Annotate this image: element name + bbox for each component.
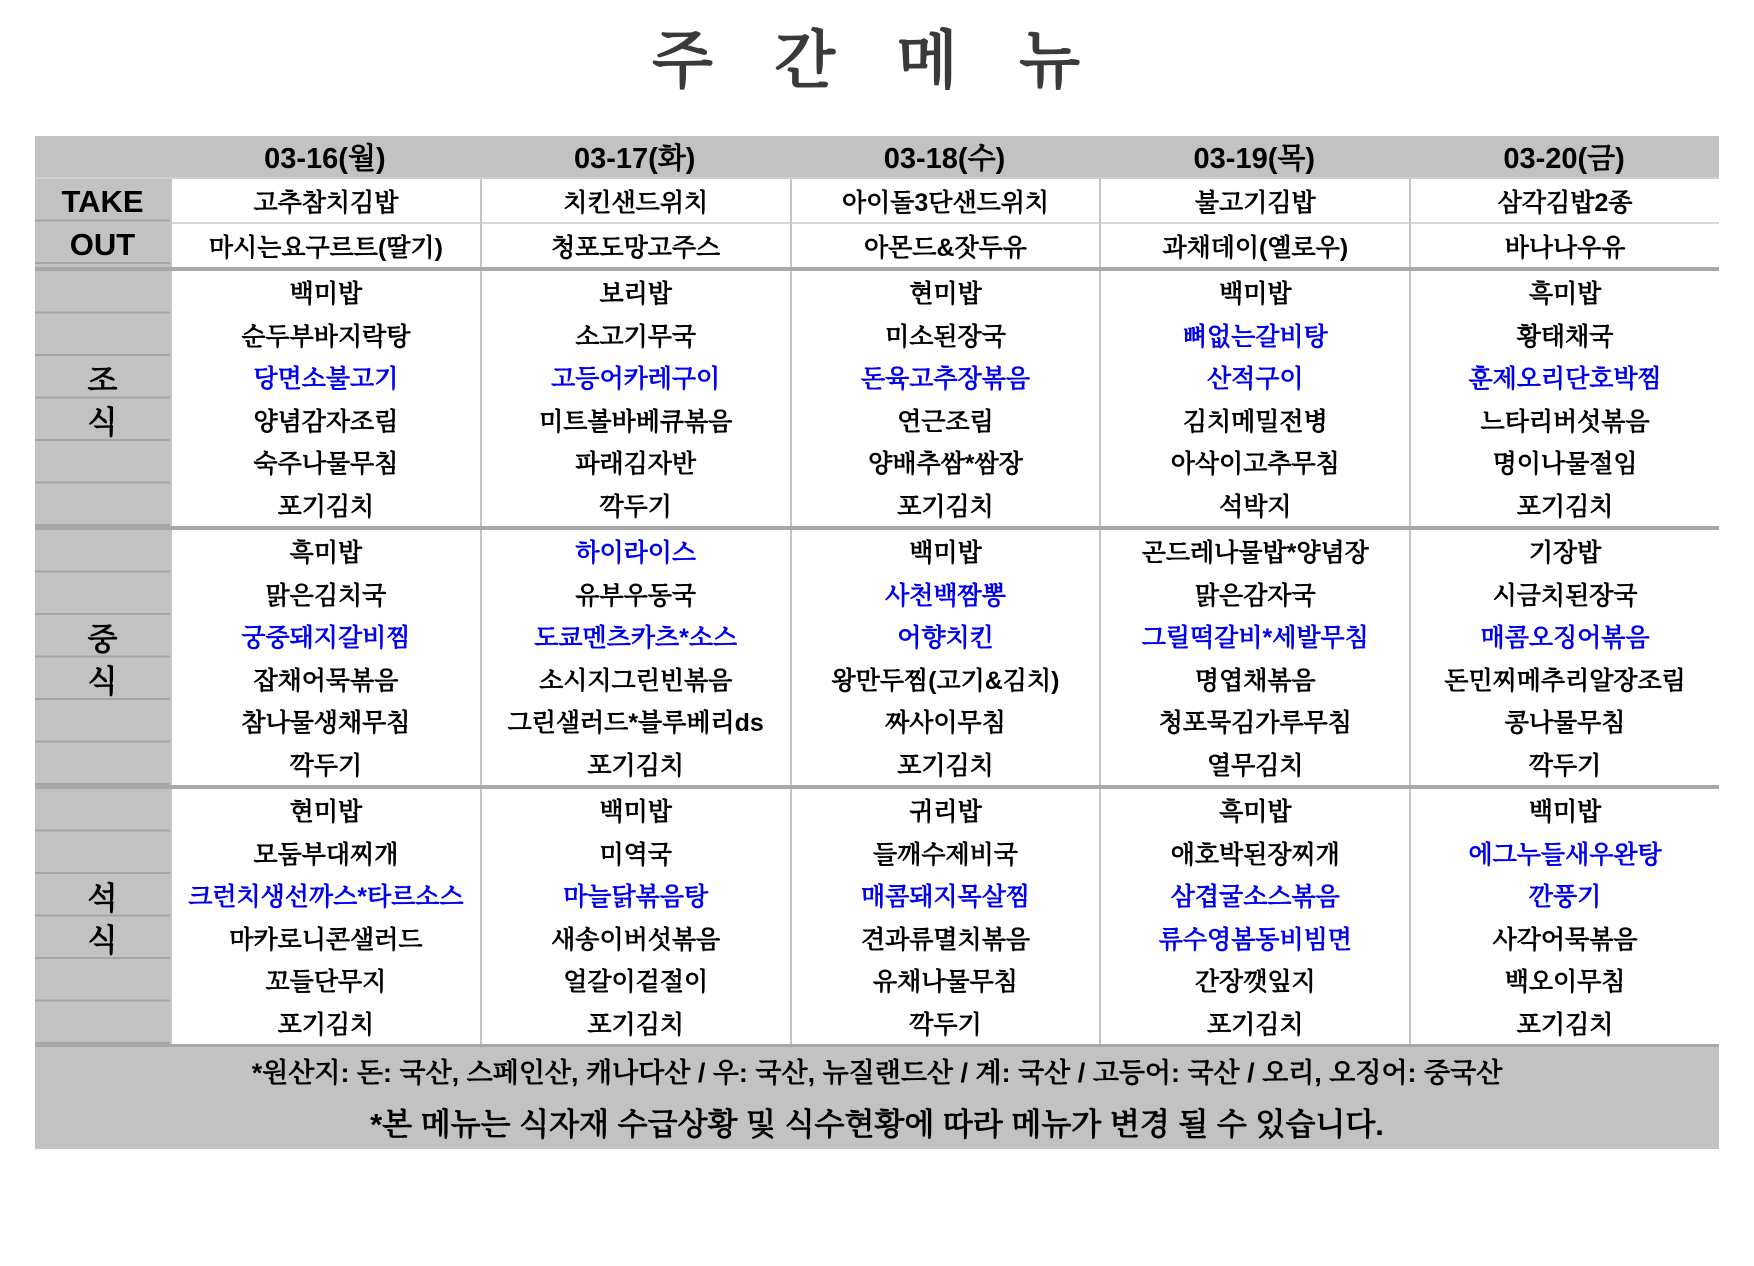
- menu-item: 산적구이: [1206, 365, 1304, 394]
- menu-item: 포기김치: [897, 492, 994, 521]
- menu-item: 그린샐러드*블루베리ds: [507, 709, 764, 738]
- section-label: [35, 530, 170, 785]
- menu-item: 모둠부대찌개: [253, 840, 399, 869]
- menu-item: 사각어묵볶음: [1492, 925, 1638, 954]
- section-label-line: 식: [87, 923, 118, 959]
- menu-item: 고등어카레구이: [551, 365, 721, 394]
- section-breakfast: [35, 267, 1719, 526]
- menu-item: 매콤오징어볶음: [1480, 624, 1650, 653]
- day-header-mon: 03-16(월): [264, 143, 386, 175]
- weekly-menu-page: [0, 26, 1754, 1266]
- menu-cell: [1099, 179, 1409, 267]
- page-title: 주 간 메 뉴: [652, 26, 1102, 96]
- menu-item: 치킨샌드위치: [563, 188, 709, 217]
- menu-item: 파래김자반: [575, 450, 697, 479]
- section-dinner: [35, 785, 1719, 1044]
- day-header-wed: 03-18(수): [883, 143, 1006, 175]
- menu-item: 어향치킨: [897, 624, 994, 653]
- menu-item: 포기김치: [897, 751, 994, 780]
- section-label-line: 조: [87, 362, 118, 398]
- menu-item: 포기김치: [587, 1010, 684, 1039]
- menu-item: 석박지: [1219, 492, 1292, 521]
- change-note: *본 메뉴는 식자재 수급상황 및 식수현황에 따라 메뉴가 변경 될 수 있습니다.: [370, 1106, 1384, 1142]
- menu-item: 명엽채볶음: [1194, 666, 1316, 695]
- menu-cell: [790, 271, 1100, 526]
- menu-item: 포기김치: [1516, 1010, 1614, 1039]
- menu-item: 순두부바지락탕: [241, 322, 411, 351]
- menu-item: 바나나우유: [1411, 222, 1719, 267]
- menu-item: 백오이무침: [1504, 968, 1626, 997]
- section-label-line: TAKE: [61, 183, 144, 219]
- menu-item: 에그누들새우완탕: [1468, 840, 1662, 869]
- section-label-line: 석: [87, 880, 118, 916]
- menu-item: 김치메밀전병: [1182, 407, 1328, 436]
- menu-item: 백미밥: [599, 798, 672, 827]
- section-label: [35, 789, 170, 1044]
- menu-item: 명이나물절임: [1492, 450, 1638, 479]
- menu-item: 보리밥: [599, 280, 672, 309]
- menu-item: 깐풍기: [1528, 883, 1602, 912]
- menu-item: 그릴떡갈비*세발무침: [1141, 624, 1369, 653]
- menu-item: 청포도망고주스: [482, 222, 790, 267]
- menu-item: 미소된장국: [885, 322, 1006, 351]
- menu-item: 숙주나물무침: [253, 450, 399, 479]
- section-label-line: 중: [87, 621, 118, 657]
- menu-cell: [790, 530, 1100, 785]
- menu-item: 도쿄멘츠카츠*소스: [534, 624, 738, 653]
- section-takeout: [35, 177, 1719, 267]
- menu-cell: [170, 271, 480, 526]
- menu-item: 청포묵김가루무침: [1158, 709, 1352, 738]
- origin-note: *원산지: 돈: 국산, 스페인산, 캐나다산 / 우: 국산, 뉴질랜드산 / 계: 국산 / 고등어: 국산 / 오리, 오징어: 중국산: [251, 1057, 1503, 1088]
- menu-item: 백미밥: [1528, 798, 1602, 827]
- section-label: [35, 179, 170, 267]
- menu-item: 견과류멸치볶음: [860, 925, 1031, 954]
- menu-item: 왕만두찜(고기&김치): [831, 666, 1060, 695]
- menu-item: 백미밥: [1219, 280, 1292, 309]
- menu-cell: [790, 789, 1100, 1044]
- section-label-line: 식: [87, 664, 118, 700]
- menu-item: 곤드레나물밥*양념장: [1141, 539, 1369, 568]
- menu-cell: [170, 789, 480, 1044]
- menu-item: 열무김치: [1206, 751, 1304, 780]
- menu-item: 깍두기: [1528, 751, 1602, 780]
- menu-item: 아삭이고추무침: [1170, 450, 1340, 479]
- menu-item: 기장밥: [1528, 539, 1602, 568]
- menu-cell: [480, 530, 790, 785]
- menu-item: 백미밥: [909, 539, 982, 568]
- menu-item: 소고기무국: [575, 322, 697, 351]
- menu-cell: [170, 179, 480, 267]
- menu-item: 새송이버섯볶음: [551, 925, 721, 954]
- menu-item: 맑은김치국: [265, 581, 387, 610]
- menu-item: 과채데이(옐로우): [1101, 222, 1409, 267]
- day-header-thu: 03-19(목): [1193, 143, 1316, 175]
- day-header-tue: 03-17(화): [573, 143, 696, 175]
- menu-item: 얼갈이겉절이: [563, 968, 709, 997]
- menu-cell: [1409, 530, 1719, 785]
- day-header-fri: 03-20(금): [1503, 143, 1625, 175]
- menu-item: 포기김치: [277, 492, 375, 521]
- menu-cell: [1099, 789, 1409, 1044]
- menu-item: 짜사이무침: [885, 709, 1006, 738]
- header-row: [35, 136, 1719, 177]
- menu-item: 크런치생선까스*타르소스: [188, 883, 464, 912]
- menu-item: 마시는요구르트(딸기): [172, 222, 480, 267]
- menu-item: 류수영봄동비빔면: [1158, 925, 1352, 954]
- menu-item: 흑미밥: [1528, 280, 1602, 309]
- menu-item: 소시지그린빈볶음: [539, 666, 733, 695]
- menu-item: 마늘닭볶음탕: [563, 883, 709, 912]
- header-corner-cell: [35, 136, 170, 177]
- menu-item: 양배추쌈*쌈장: [868, 450, 1023, 479]
- menu-item: 불고기김밥: [1194, 188, 1316, 217]
- menu-item: 궁중돼지갈비찜: [241, 624, 411, 653]
- menu-cell: [1409, 271, 1719, 526]
- menu-item: 맑은감자국: [1194, 581, 1316, 610]
- menu-table: [35, 136, 1719, 1149]
- menu-cell: [170, 530, 480, 785]
- menu-item: 느타리버섯볶음: [1480, 407, 1650, 436]
- menu-item: 하이라이스: [575, 539, 697, 568]
- menu-item: 마카로니콘샐러드: [229, 925, 423, 954]
- menu-item: 현미밥: [909, 280, 982, 309]
- menu-item: 유채나물무침: [873, 968, 1018, 997]
- menu-item: 들깨수제비국: [873, 840, 1018, 869]
- menu-item: 매콤돼지목살찜: [860, 883, 1031, 912]
- menu-item: 현미밥: [289, 798, 363, 827]
- menu-item: 백미밥: [289, 280, 363, 309]
- menu-item: 흑미밥: [289, 539, 363, 568]
- menu-item: 아몬드&잣두유: [792, 222, 1100, 267]
- menu-item: 뼈없는갈비탕: [1182, 322, 1328, 351]
- menu-cell: [1409, 179, 1719, 267]
- menu-item: 귀리밥: [909, 798, 982, 827]
- menu-cell: [480, 789, 790, 1044]
- menu-item: 당면소불고기: [253, 365, 399, 394]
- menu-cell: [1099, 271, 1409, 526]
- menu-item: 사천백짬뽕: [885, 581, 1006, 610]
- menu-item: 깍두기: [289, 751, 363, 780]
- menu-item: 흑미밥: [1219, 798, 1292, 827]
- menu-item: 시금치된장국: [1492, 581, 1638, 610]
- menu-item: 잡채어묵볶음: [253, 666, 399, 695]
- menu-item: 포기김치: [1206, 1010, 1304, 1039]
- menu-sections: [35, 177, 1719, 1044]
- menu-item: 포기김치: [277, 1010, 375, 1039]
- menu-item: 콩나물무침: [1504, 709, 1626, 738]
- table-footer: [35, 1044, 1719, 1149]
- menu-item: 미트볼바베큐볶음: [539, 407, 733, 436]
- menu-item: 간장깻잎지: [1194, 968, 1316, 997]
- section-label-line: 식: [87, 405, 118, 441]
- menu-item: 깍두기: [909, 1010, 982, 1039]
- menu-item: 애호박된장찌개: [1170, 840, 1340, 869]
- menu-item: 깍두기: [599, 492, 672, 521]
- section-lunch: [35, 526, 1719, 785]
- menu-item: 아이돌3단샌드위치: [841, 188, 1050, 217]
- menu-cell: [480, 271, 790, 526]
- menu-item: 황태채국: [1516, 322, 1614, 351]
- menu-item: 고추참치김밥: [253, 188, 399, 217]
- menu-cell: [790, 179, 1100, 267]
- section-label-line: OUT: [69, 226, 136, 262]
- menu-item: 삼겹굴소스볶음: [1170, 883, 1340, 912]
- menu-cell: [480, 179, 790, 267]
- menu-item: 미역국: [599, 840, 672, 869]
- menu-item: 돈민찌메추리알장조림: [1444, 666, 1686, 695]
- menu-cell: [1099, 530, 1409, 785]
- menu-item: 삼각김밥2종: [1497, 188, 1633, 217]
- menu-item: 돈육고추장볶음: [860, 365, 1031, 394]
- section-label: [35, 271, 170, 526]
- menu-item: 유부우동국: [575, 581, 697, 610]
- menu-item: 포기김치: [1516, 492, 1614, 521]
- menu-item: 참나물생채무침: [241, 709, 411, 738]
- menu-cell: [1409, 789, 1719, 1044]
- menu-item: 꼬들단무지: [265, 968, 387, 997]
- menu-item: 연근조림: [897, 407, 994, 436]
- menu-item: 양념감자조림: [253, 407, 399, 436]
- menu-item: 포기김치: [587, 751, 684, 780]
- menu-item: 훈제오리단호박찜: [1468, 365, 1662, 394]
